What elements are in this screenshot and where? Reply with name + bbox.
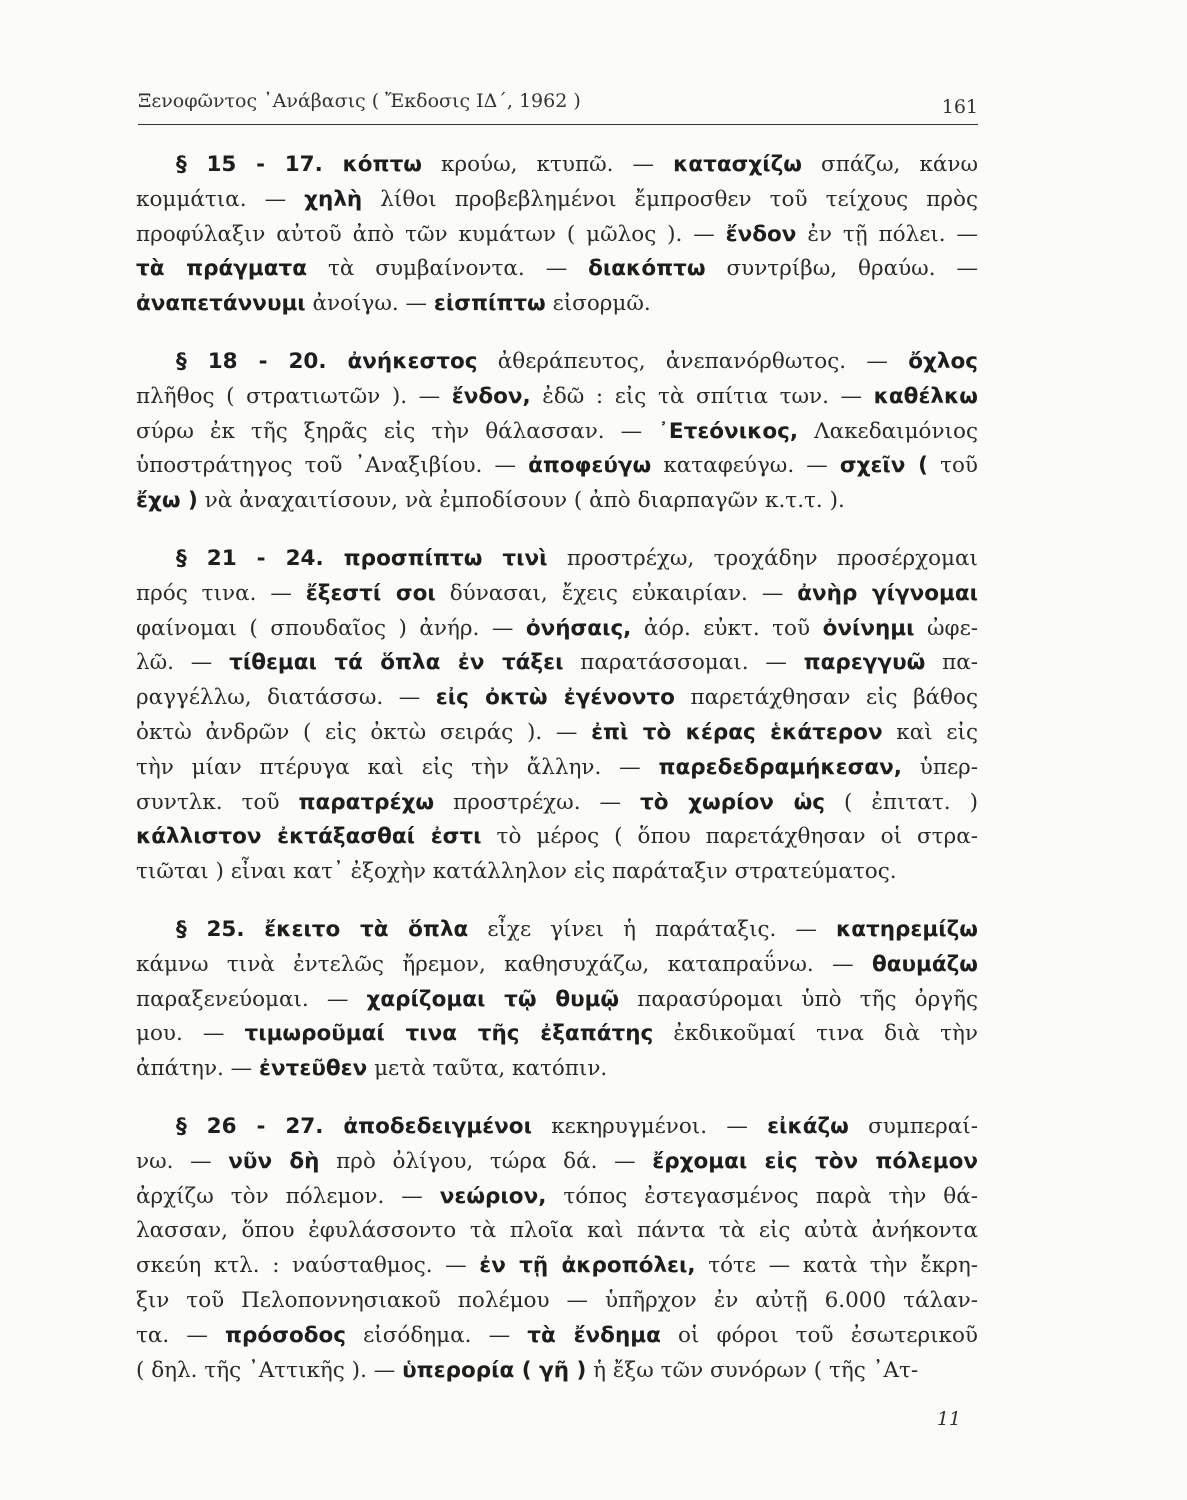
- gloss-text: ( ἐπιτατ. ): [825, 789, 978, 815]
- gloss-text: παρετάχθησαν εἰς βάθος: [674, 685, 978, 711]
- gloss-text: προφύλαξιν αὐτοῦ ἀπὸ τῶν κυμάτων ( μῶλος ). —: [136, 221, 726, 247]
- headword: εἰς ὀκτὼ ἐγένοντο: [435, 685, 675, 711]
- gloss-text: εἰσόδημα. —: [346, 1322, 528, 1348]
- gloss-text: τότε — κατὰ τὴν ἔκρη-: [695, 1253, 978, 1279]
- text-line: [136, 1284, 978, 1319]
- gloss-text: πα-: [925, 650, 978, 676]
- gloss-text: λασσαν, ὅπου ἐφυλάσσοντο τὰ πλοῖα καὶ πάντα τὰ εἰς αὐτὰ ἀνήκοντα: [136, 1218, 978, 1244]
- text-line: [136, 983, 978, 1018]
- text-line: [136, 913, 978, 948]
- gloss-text: ὑπερ-: [901, 754, 978, 780]
- text-line: [136, 751, 978, 786]
- headword: ἀποδεδειγμένοι: [343, 1113, 532, 1139]
- headword: ἀποφεύγω: [528, 453, 652, 479]
- headword: § 25.: [176, 916, 265, 942]
- gloss-text: σκεύη κτλ. : ναύσταθμος. —: [136, 1253, 480, 1279]
- headword: κόπτω: [342, 152, 422, 177]
- page-number: 161: [941, 96, 978, 118]
- paragraph: [136, 148, 978, 322]
- gloss-text: καταφεύγω. —: [651, 453, 840, 479]
- gloss-text: μου. —: [136, 1021, 245, 1047]
- gloss-text: συντλκ. τοῦ: [136, 789, 299, 815]
- gloss-text: ἐκδικοῦμαί τινα διὰ τὴν: [653, 1021, 978, 1047]
- gloss-text: παρασύρομαι ὑπὸ τῆς ὀργῆς: [619, 986, 978, 1012]
- headword: εἰσπίπτω: [433, 291, 546, 317]
- glossary-body: [136, 148, 978, 1411]
- signature-mark: 11: [936, 1408, 961, 1430]
- gloss-text: πρός τινα. —: [136, 580, 306, 606]
- headword: προσπίπτω τινὶ: [343, 545, 548, 571]
- gloss-text: σπάζω, κάνω: [801, 152, 978, 177]
- gloss-text: συμπεραί-: [848, 1113, 978, 1139]
- gloss-text: φαίνομαι ( σπουδαῖος ) ἀνήρ. —: [136, 615, 526, 641]
- gloss-text: λίθοι προβεβλημένοι ἔμπροσθεν τοῦ τείχους πρὸς: [362, 186, 978, 212]
- headword: ᾿Ετεόνικος,: [658, 418, 799, 444]
- headword: ἐντεῦθεν: [259, 1056, 368, 1082]
- gloss-text: καὶ εἰς: [882, 719, 978, 745]
- headword: § 15 - 17.: [176, 152, 343, 177]
- headword: νῦν δὴ: [228, 1148, 320, 1174]
- gloss-text: ξιν τοῦ Πελοποννησιακοῦ πολέμου — ὑπῆρχον ἐν αὐτῇ 6.000 τάλαν-: [136, 1287, 978, 1313]
- gloss-text: ( δηλ. τῆς ᾿Αττικῆς ). —: [136, 1357, 403, 1383]
- headword: κατασχίζω: [673, 152, 802, 177]
- gloss-text: τόπος ἐστεγασμένος παρὰ τὴν θά-: [546, 1183, 978, 1209]
- headword: θαυμάζω: [871, 951, 978, 977]
- gloss-text: ἀνοίγω. —: [305, 291, 434, 317]
- text-line: [136, 1145, 978, 1180]
- gloss-text: ἀόρ. εὐκτ. τοῦ: [631, 615, 823, 641]
- gloss-text: ἐν τῇ πόλει. —: [796, 221, 978, 247]
- gloss-text: δύνασαι, ἔχεις εὐκαιρίαν. —: [435, 580, 798, 606]
- headword: κάλλιστον ἐκτάξασθαί ἐστι: [136, 824, 482, 850]
- text-line: [136, 1319, 978, 1354]
- headword: ἔρχομαι εἰς τὸν πόλεμον: [652, 1148, 978, 1174]
- headword: § 26 - 27.: [176, 1113, 344, 1139]
- gloss-text: κρούω, κτυπῶ. —: [421, 152, 674, 177]
- gloss-text: τὴν μίαν πτέρυγα καὶ εἰς τὴν ἄλλην. —: [136, 754, 659, 780]
- gloss-text: εἰσορμῶ.: [545, 291, 651, 317]
- headword: ἀνήκεστος: [347, 348, 478, 374]
- headword: χαρίζομαι τῷ θυμῷ: [366, 986, 620, 1012]
- text-line: [136, 252, 978, 287]
- headword: ἔκειτο τὰ ὅπλα: [264, 916, 469, 942]
- text-line: [136, 577, 978, 612]
- gloss-text: τοῦ: [928, 453, 978, 479]
- headword: σχεῖν (: [839, 453, 929, 479]
- headword: ὄχλος: [908, 348, 978, 374]
- headword: ὀνίνημι: [822, 615, 915, 641]
- gloss-text: εἶχε γίνει ἡ παράταξις. —: [468, 916, 836, 942]
- paragraph: [136, 542, 978, 890]
- paragraph: [136, 345, 978, 519]
- text-line: [136, 218, 978, 253]
- headword: ὑπερορία ( γῆ ): [402, 1357, 587, 1383]
- gloss-text: ραγγέλλω, διατάσσω. —: [136, 685, 436, 711]
- headword: τὸ χωρίον ὡς: [640, 789, 825, 815]
- headword: χηλὴ: [304, 186, 363, 212]
- gloss-text: κάμνω τινὰ ἐντελῶς ἤρεμον, καθησυχάζω, καταπραΰνω. —: [136, 951, 872, 977]
- headword: τίθεμαι τά ὅπλα ἐν τάξει: [229, 650, 564, 676]
- text-line: [136, 1249, 978, 1284]
- running-title: Ξενοφῶντος ᾿Ανάβασις ( Ἔκδοσις ΙΔ΄, 1962 ): [138, 90, 581, 112]
- gloss-text: νὰ ἀναχαιτίσουν, νὰ ἐμποδίσουν ( ἀπὸ διαρπαγῶν κ.τ.τ. ).: [197, 488, 845, 514]
- headword: τὰ πράγματα: [136, 256, 307, 282]
- text-line: [136, 612, 978, 647]
- text-line: [136, 1354, 978, 1389]
- header-rule: [138, 124, 978, 125]
- text-line: [136, 855, 978, 890]
- gloss-text: παραξενεύομαι. —: [136, 986, 367, 1012]
- paragraph: [136, 1110, 978, 1388]
- headword: § 18 - 20.: [176, 348, 348, 374]
- gloss-text: ἐδῶ : εἰς τὰ σπίτια των. —: [530, 383, 874, 409]
- text-line: [136, 449, 978, 484]
- text-line: [136, 948, 978, 983]
- gloss-text: ὑποστράτηγος τοῦ ᾿Αναξιβίου. —: [136, 453, 529, 479]
- headword: ἔνδον: [725, 221, 797, 247]
- text-line: [136, 148, 978, 183]
- headword: ἔξεστί σοι: [305, 580, 436, 606]
- headword: ἐπὶ τὸ κέρας ἑκάτερον: [591, 719, 883, 745]
- headword: § 21 - 24.: [176, 545, 344, 571]
- headword: νεώριον,: [439, 1183, 547, 1209]
- gloss-text: μετὰ ταῦτα, κατόπιν.: [367, 1056, 608, 1082]
- text-line: [136, 287, 978, 322]
- gloss-text: τὸ μέρος ( ὅπου παρετάχθησαν οἱ στρα-: [481, 824, 978, 850]
- gloss-text: ὀκτὼ ἀνδρῶν ( εἰς ὀκτὼ σειράς ). —: [136, 719, 592, 745]
- headword: ἀνὴρ γίγνομαι: [797, 580, 978, 606]
- text-line: [136, 1110, 978, 1145]
- headword: παρεγγυῶ: [803, 650, 926, 676]
- text-line: [136, 345, 978, 380]
- gloss-text: πλῆθος ( στρατιωτῶν ). —: [136, 383, 452, 409]
- gloss-text: ἀπάτην. —: [136, 1056, 260, 1082]
- gloss-text: πρὸ ὀλίγου, τώρα δά. —: [319, 1148, 653, 1174]
- headword: καθέλκω: [873, 383, 978, 409]
- gloss-text: τιῶται ) εἶναι κατ᾿ ἐξοχὴν κατάλληλον εἰς παράταξιν στρατεύματος.: [136, 859, 897, 885]
- headword: ἔνδον,: [451, 383, 531, 409]
- text-line: [136, 646, 978, 681]
- text-line: [136, 542, 978, 577]
- text-line: [136, 415, 978, 450]
- gloss-text: οἱ φόροι τοῦ ἐσωτερικοῦ: [660, 1322, 978, 1348]
- headword: τὰ ἔνδημα: [527, 1322, 661, 1348]
- gloss-text: τὰ συμβαίνοντα. —: [307, 256, 589, 282]
- headword: παρεδεδραμήκεσαν,: [658, 754, 902, 780]
- headword: εἰκάζω: [767, 1113, 849, 1139]
- text-line: [136, 716, 978, 751]
- gloss-text: κεκηρυγμένοι. —: [531, 1113, 768, 1139]
- text-line: [136, 380, 978, 415]
- headword: ὀνήσαις,: [525, 615, 632, 641]
- headword: ἐν τῇ ἀκροπόλει,: [479, 1253, 696, 1279]
- paragraph: [136, 913, 978, 1087]
- gloss-text: ἀρχίζω τὸν πόλεμον. —: [136, 1183, 440, 1209]
- gloss-text: ἡ ἔξω τῶν συνόρων ( τῆς ᾿Ατ-: [586, 1357, 919, 1383]
- headword: ἀναπετάννυμι: [136, 291, 306, 317]
- gloss-text: ἀθεράπευτος, ἀνεπανόρθωτος. —: [477, 348, 909, 374]
- gloss-text: νω. —: [136, 1148, 229, 1174]
- headword: ἔχω ): [136, 488, 198, 514]
- text-line: [136, 681, 978, 716]
- headword: παρατρέχω: [298, 789, 435, 815]
- text-line: [136, 1017, 978, 1052]
- gloss-text: Λακεδαιμόνιος: [798, 418, 978, 444]
- gloss-text: σύρω ἐκ τῆς ξηρᾶς εἰς τὴν θάλασσαν. —: [136, 418, 659, 444]
- gloss-text: παρατάσσομαι. —: [563, 650, 804, 676]
- text-line: [136, 484, 978, 519]
- gloss-text: λῶ. —: [136, 650, 230, 676]
- gloss-text: προστρέχω. —: [434, 789, 641, 815]
- text-line: [136, 1214, 978, 1249]
- headword: τιμωροῦμαί τινα τῆς ἐξαπάτης: [244, 1021, 654, 1047]
- gloss-text: τα. —: [136, 1322, 226, 1348]
- text-line: [136, 820, 978, 855]
- headword: πρόσοδος: [225, 1322, 347, 1348]
- headword: κατηρεμίζω: [835, 916, 978, 942]
- text-line: [136, 183, 978, 218]
- gloss-text: προστρέχω, τροχάδην προσέρχομαι: [547, 545, 978, 571]
- text-line: [136, 1052, 978, 1087]
- text-line: [136, 786, 978, 821]
- headword: διακόπτω: [588, 256, 706, 282]
- gloss-text: ὠφε-: [914, 615, 978, 641]
- text-line: [136, 1180, 978, 1215]
- gloss-text: κομμάτια. —: [136, 186, 305, 212]
- gloss-text: συντρίβω, θραύω. —: [705, 256, 978, 282]
